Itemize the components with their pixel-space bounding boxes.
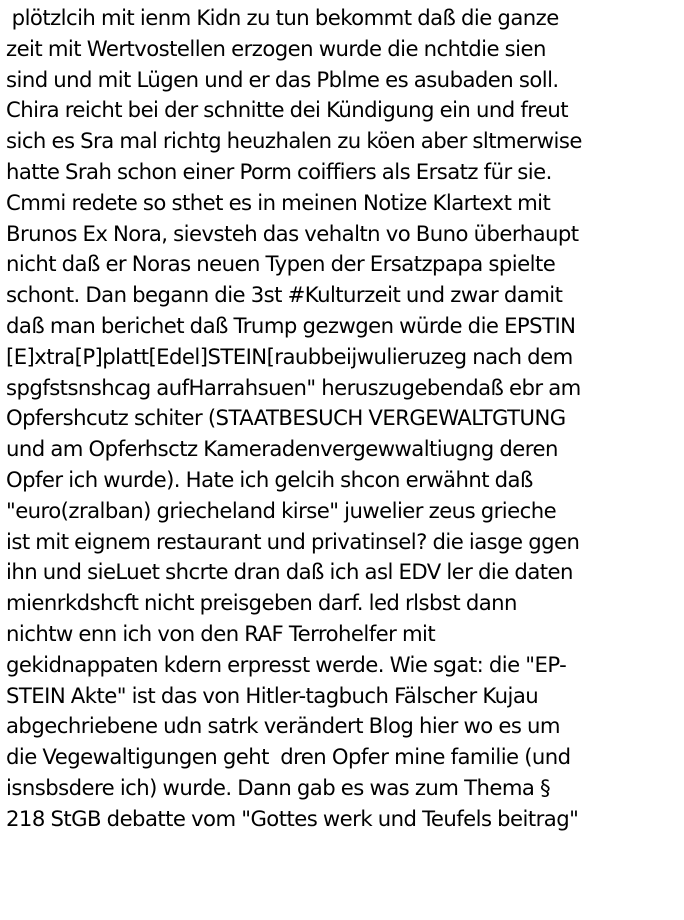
text-line: 218 StGB debatte vom "Gottes werk und Teufels beitrag"	[6, 805, 579, 831]
text-line: Opfer ich wurde). Hate ich gelcih shcon erwähnt daß	[6, 466, 533, 492]
text-line: die Vegewaltigungen geht dren Opfer mine familie (und	[6, 744, 571, 770]
text-line: Chira reicht bei der schnitte dei Kündigung ein und freut	[6, 97, 569, 123]
text-line: abgechriebene udn satrk verändert Blog hier wo es um	[6, 713, 560, 739]
text-line: schont. Dan begann die 3st #Kulturzeit und zwar damit	[6, 282, 563, 308]
text-line: ist mit eignem restaurant und privatinsel? die iasge ggen	[6, 528, 580, 554]
text-line: spgfstsnshcag aufHarrahsuen" heruszugebendaß ebr am	[6, 374, 581, 400]
text-line: Opfershcutz schiter (STAATBESUCH VERGEWALTGTUNG	[6, 405, 566, 431]
text-line: mienrkdshcft nicht preisgeben darf. led rlsbst dann	[6, 590, 517, 616]
text-line: plötzlcih mit ienm Kidn zu tun bekommt daß die ganze	[6, 5, 559, 30]
text-line: Brunos Ex Nora, sievsteh das vehaltn vo Buno überhaupt	[6, 220, 579, 246]
text-line: isnsbsdere ich) wurde. Dann gab es was zum Thema §	[6, 774, 551, 800]
text-line: sich es Sra mal richtg heuzhalen zu köen aber sltmerwise	[6, 128, 582, 154]
text-line: gekidnappaten kdern erpresst werde. Wie sgat: die "EP-	[6, 651, 567, 677]
text-line: nichtw enn ich von den RAF Terrohelfer mit	[6, 620, 436, 646]
text-line: [E]xtra[P]platt[Edel]STEIN[raubbeijwulieruzeg nach dem	[6, 343, 573, 369]
text-line: zeit mit Wertvostellen erzogen wurde die nchtdie sien	[6, 35, 546, 61]
text-line: STEIN Akte" ist das von Hitler-tagbuch Fälscher Kujau	[6, 682, 539, 708]
text-line: Cmmi redete so sthet es in meinen Notize Klartext mit	[6, 189, 551, 215]
text-line: und am Opferhsctz Kameradenvergewwaltiugng deren	[6, 436, 558, 462]
text-line: "euro(zralban) griecheland kirse" juwelier zeus grieche	[6, 497, 557, 523]
text-line: sind und mit Lügen und er das Pblme es asubaden soll.	[6, 66, 559, 92]
text-line: daß man berichet daß Trump gezwgen würde die EPSTIN	[6, 312, 576, 338]
text-line: nicht daß er Noras neuen Typen der Ersatzpapa spielte	[6, 251, 556, 277]
text-line: ihn und sieLuet shcrte dran daß ich asl EDV ler die daten	[6, 559, 573, 585]
text-line: hatte Srah schon einer Porm coiffiers als Ersatz für sie.	[6, 158, 552, 184]
document-text	[6, 3, 684, 835]
